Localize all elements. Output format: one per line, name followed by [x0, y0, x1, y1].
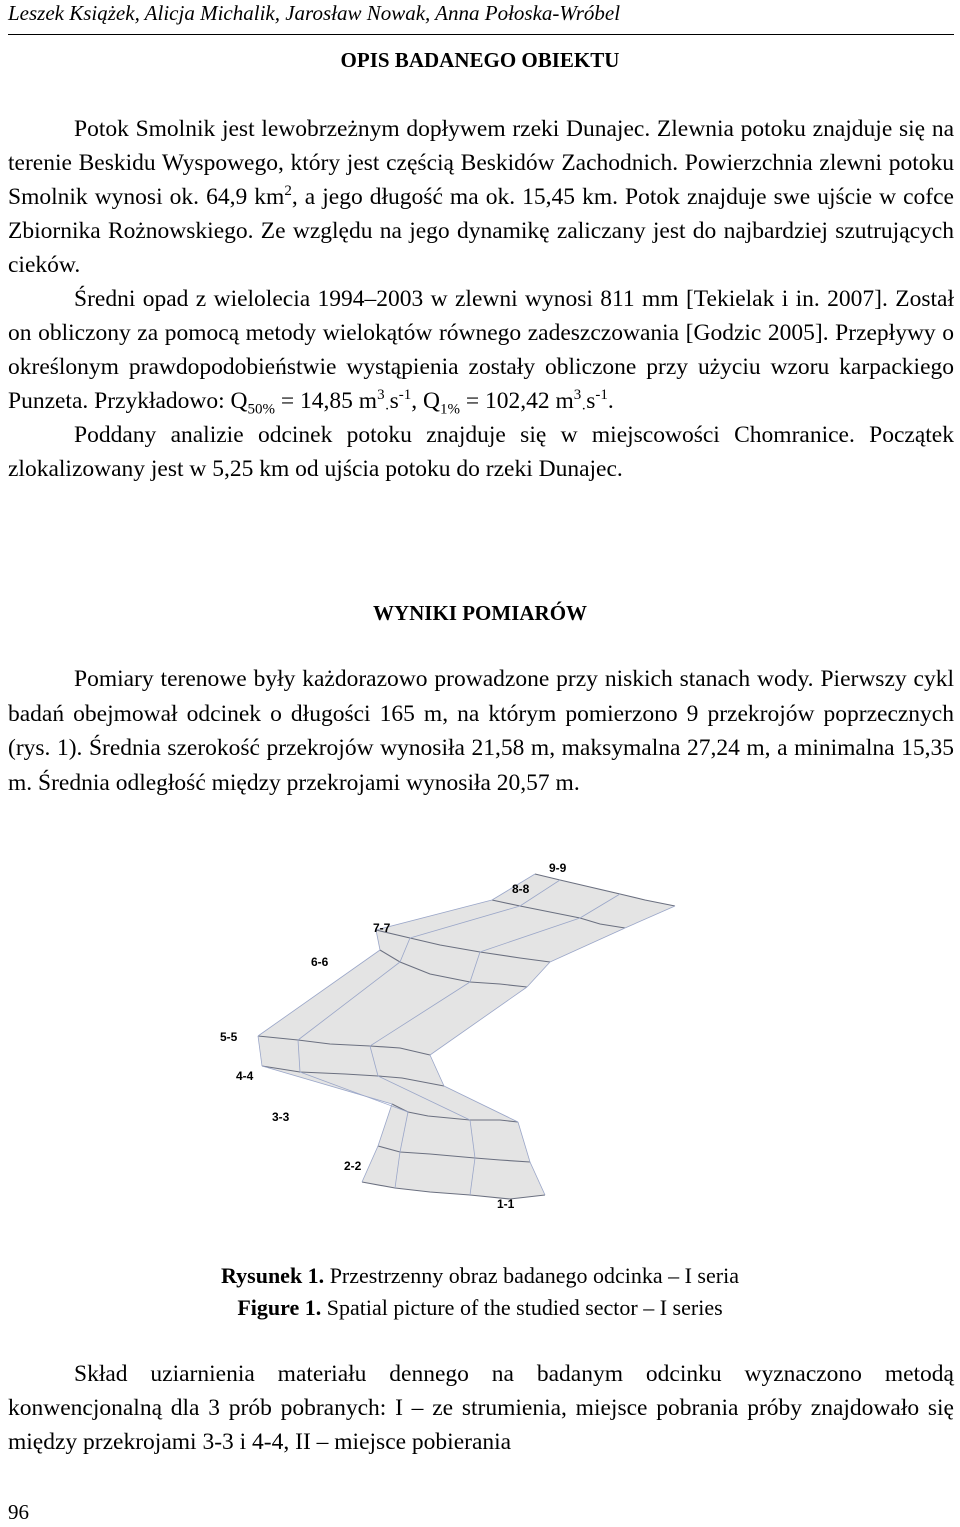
- cross-section-label: 8-8: [512, 882, 530, 896]
- cross-section-label: 4-4: [236, 1069, 254, 1083]
- figure-caption-pl: Rysunek 1. Przestrzenny obraz badanego odcinka – I seria: [221, 1263, 739, 1288]
- figure-caption-en: Figure 1. Spatial picture of the studied sector – I series: [237, 1295, 723, 1320]
- figure-1: [0, 850, 960, 1230]
- cross-sections-diagram: [0, 850, 960, 1230]
- section-title-object: OPIS BADANEGO OBIEKTU: [340, 48, 620, 72]
- running-header: [8, 0, 954, 35]
- cross-section-label: 7-7: [373, 921, 391, 935]
- section-title-results: WYNIKI POMIARÓW: [372, 601, 588, 625]
- cross-section-label: 3-3: [272, 1110, 290, 1124]
- cross-section-label: 6-6: [311, 955, 329, 969]
- riverbed-surfaces: [258, 874, 675, 1199]
- cross-section-label: 9-9: [549, 861, 567, 875]
- header-authors: Leszek Książek, Alicja Michalik, Jarosław Nowak, Anna Połoska-Wróbel: [8, 1, 621, 25]
- section2-body: [8, 662, 954, 800]
- section3-body: [8, 1357, 954, 1459]
- paragraph: Skład uziarnienia materiału dennego na badanym odcinku wyznaczono metodą konwencjonalną dla 3 prób pobranych: I – ze strumienia, miejsce pobrania próby znajdowało się między przekrojami 3-3 i 4-4, II – miejsce pobierania: [8, 1361, 954, 1455]
- section1-body: [8, 112, 954, 486]
- page-number: 96: [8, 1500, 29, 1524]
- cross-section-label: 1-1: [497, 1197, 515, 1211]
- cross-section-label: 2-2: [344, 1159, 362, 1173]
- paragraph: Poddany analizie odcinek potoku znajduje się w miejscowości Chomranice. Początek zlokalizowany jest w 5,25 km od ujścia potoku do rzeki Dunajec.: [8, 422, 954, 482]
- cross-section-label: 5-5: [220, 1030, 238, 1044]
- paragraph: Średni opad z wielolecia 1994–2003 w zlewni wynosi 811 mm [Tekielak i in. 2007]. Został on obliczony za pomocą metody wielokątów równego zadeszczowania [Godzic 2005]. Przepływy o określonym prawdopodobieństwie wystąpienia zostały obliczone przy użyciu wzoru karpackiego Punzeta. Przykładowo: $Q_{50\%} = 14,85$ $m^3_\cdot s^{-1}$, $Q_{1\%} = 102,42$ $m^3_\cdot s^{-1}$.: [8, 286, 954, 418]
- paragraph: Pomiary terenowe były każdorazowo prowadzone przy niskich stanach wody. Pierwszy cykl badań obejmował odcinek o długości 165 m, na którym pomierzono 9 przekrojów poprzecznych (rys. 1). Średnia szerokość przekrojów wynosiła 21,58 m, maksymalna 27,24 m, a minimalna 15,35 m. Średnia odległość między przekrojami wynosiła 20,57 m.: [8, 666, 954, 796]
- paragraph: Potok Smolnik jest lewobrzeżnym dopływem rzeki Dunajec. Zlewnia potoku znajduje się na terenie Beskidu Wyspowego, który jest częścią Beskidów Zachodnich. Powierzchnia zlewni potoku Smolnik wynosi ok. 64,9 $km^2$, a jego długość ma ok. 15,45 km. Potok znajduje swe ujście w cofce Zbiornika Rożnowskiego. Ze względu na jego dynamikę zaliczany jest do najbardziej szutrujących cieków.: [8, 116, 954, 278]
